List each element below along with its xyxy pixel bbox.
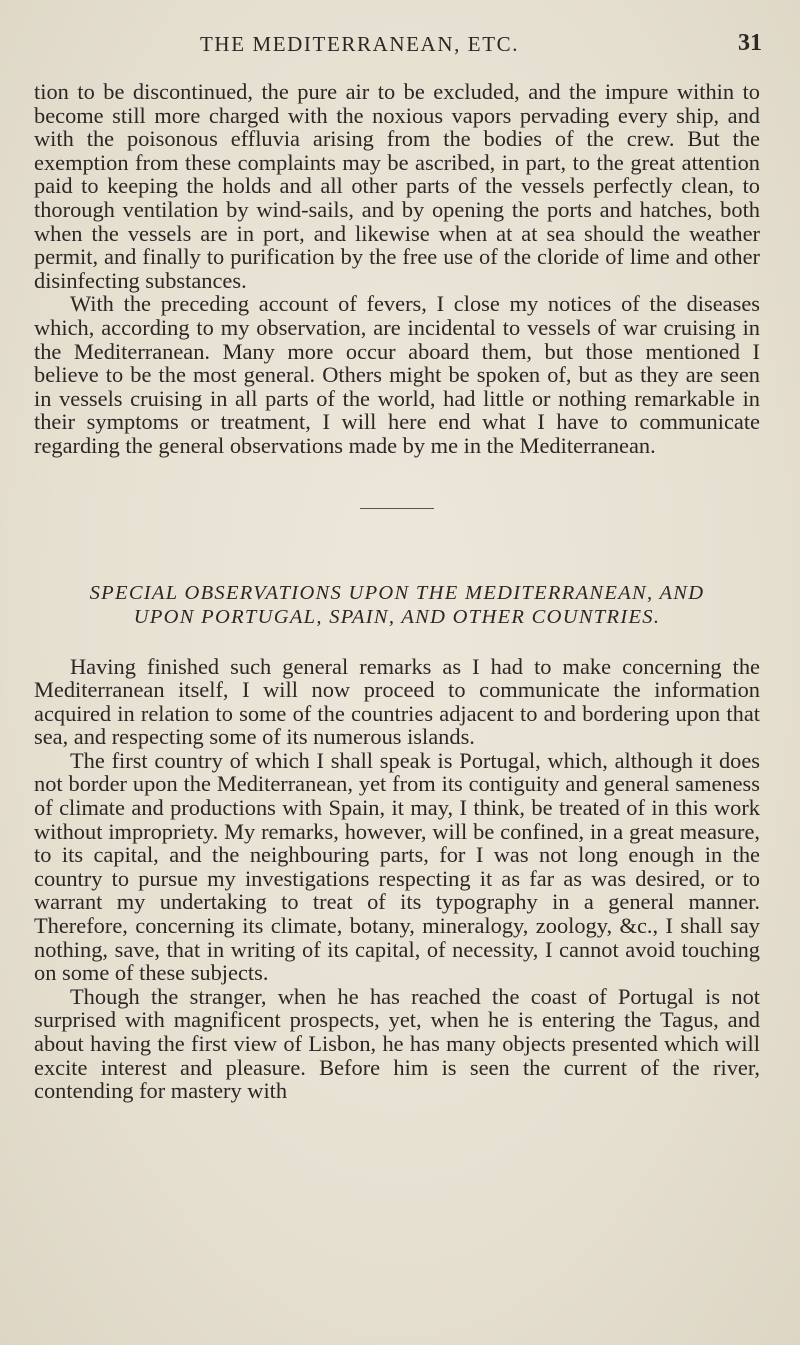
paragraph-tagus: Though the stranger, when he has reached the coast of Portugal is not surprised with magnificent prospects, yet, when he is entering the Tagus, and about having the first view of Lisbon, he has many objects presented which will excite interest and pleasure. Before him is seen the current of the river, contending for mastery with	[34, 983, 760, 1104]
page-header	[200, 30, 762, 64]
paragraph-fevers-close: With the preceding account of fevers, I close my notices of the diseases which, according to my observation, are incidental to vessels of war cruising in the Mediterranean. Many more occur aboard them, but those mentioned I believe to be the most general. Others might be spoken of, but as they are seen in vessels cruising in all parts of the world, had little or nothing remarkable in their symptoms or treatment, I will here end what I have to communicate regarding the general observations made by me in the Mediterranean.	[34, 291, 760, 458]
paragraph-portugal: The first country of which I shall speak is Portugal, which, although it does not border upon the Mediterranean, yet from its contiguity and general sameness of climate and productions with Spain, it may, I think, be treated of in this work without impropriety. My remarks, however, will be confined, in a great measure, to its capital, and the neighbouring parts, for I was not long enough in the country to pursue my investigations respecting it as far as was desired, or to warrant my undertaking to treat of its typography in a general manner. Therefore, concerning its climate, botany, mineralogy, zoology, &c., I shall say nothing, save, that in writing of its capital, of necessity, I cannot avoid touching on some of these subjects.	[34, 747, 760, 986]
section-heading	[34, 581, 760, 629]
section-divider	[360, 508, 434, 509]
paragraph-introduction: Having finished such general remarks as I had to make concerning the Mediterranean itself, I will now proceed to communicate the information acquired in relation to some of the countries adjacent to and bordering upon that sea, and respecting some of its numerous islands.	[34, 653, 760, 750]
running-head: THE MEDITERRANEAN, ETC.	[200, 32, 520, 56]
section-heading-line-1: SPECIAL OBSERVATIONS UPON THE MEDITERRANEAN, AND	[89, 581, 705, 604]
paragraph-continued: tion to be discontinued, the pure air to be excluded, and the impure within to become still more charged with the noxious vapors pervading every ship, and with the poisonous effluvia arising from the bodies of the crew. But the exemption from these complaints may be ascribed, in part, to the great attention paid to keeping the holds and all other parts of the vessels perfectly clean, to thorough ventilation by wind-sails, and by opening the ports and hatches, both when the vessels are in port, and likewise when at at sea should the weather permit, and finally to purification by the free use of the cloride of lime and other disinfecting substances.	[34, 79, 760, 293]
section-heading-line-2: UPON PORTUGAL, SPAIN, AND OTHER COUNTRIES.	[133, 605, 661, 628]
page-number: 31	[738, 30, 762, 56]
body-text	[34, 80, 760, 1103]
